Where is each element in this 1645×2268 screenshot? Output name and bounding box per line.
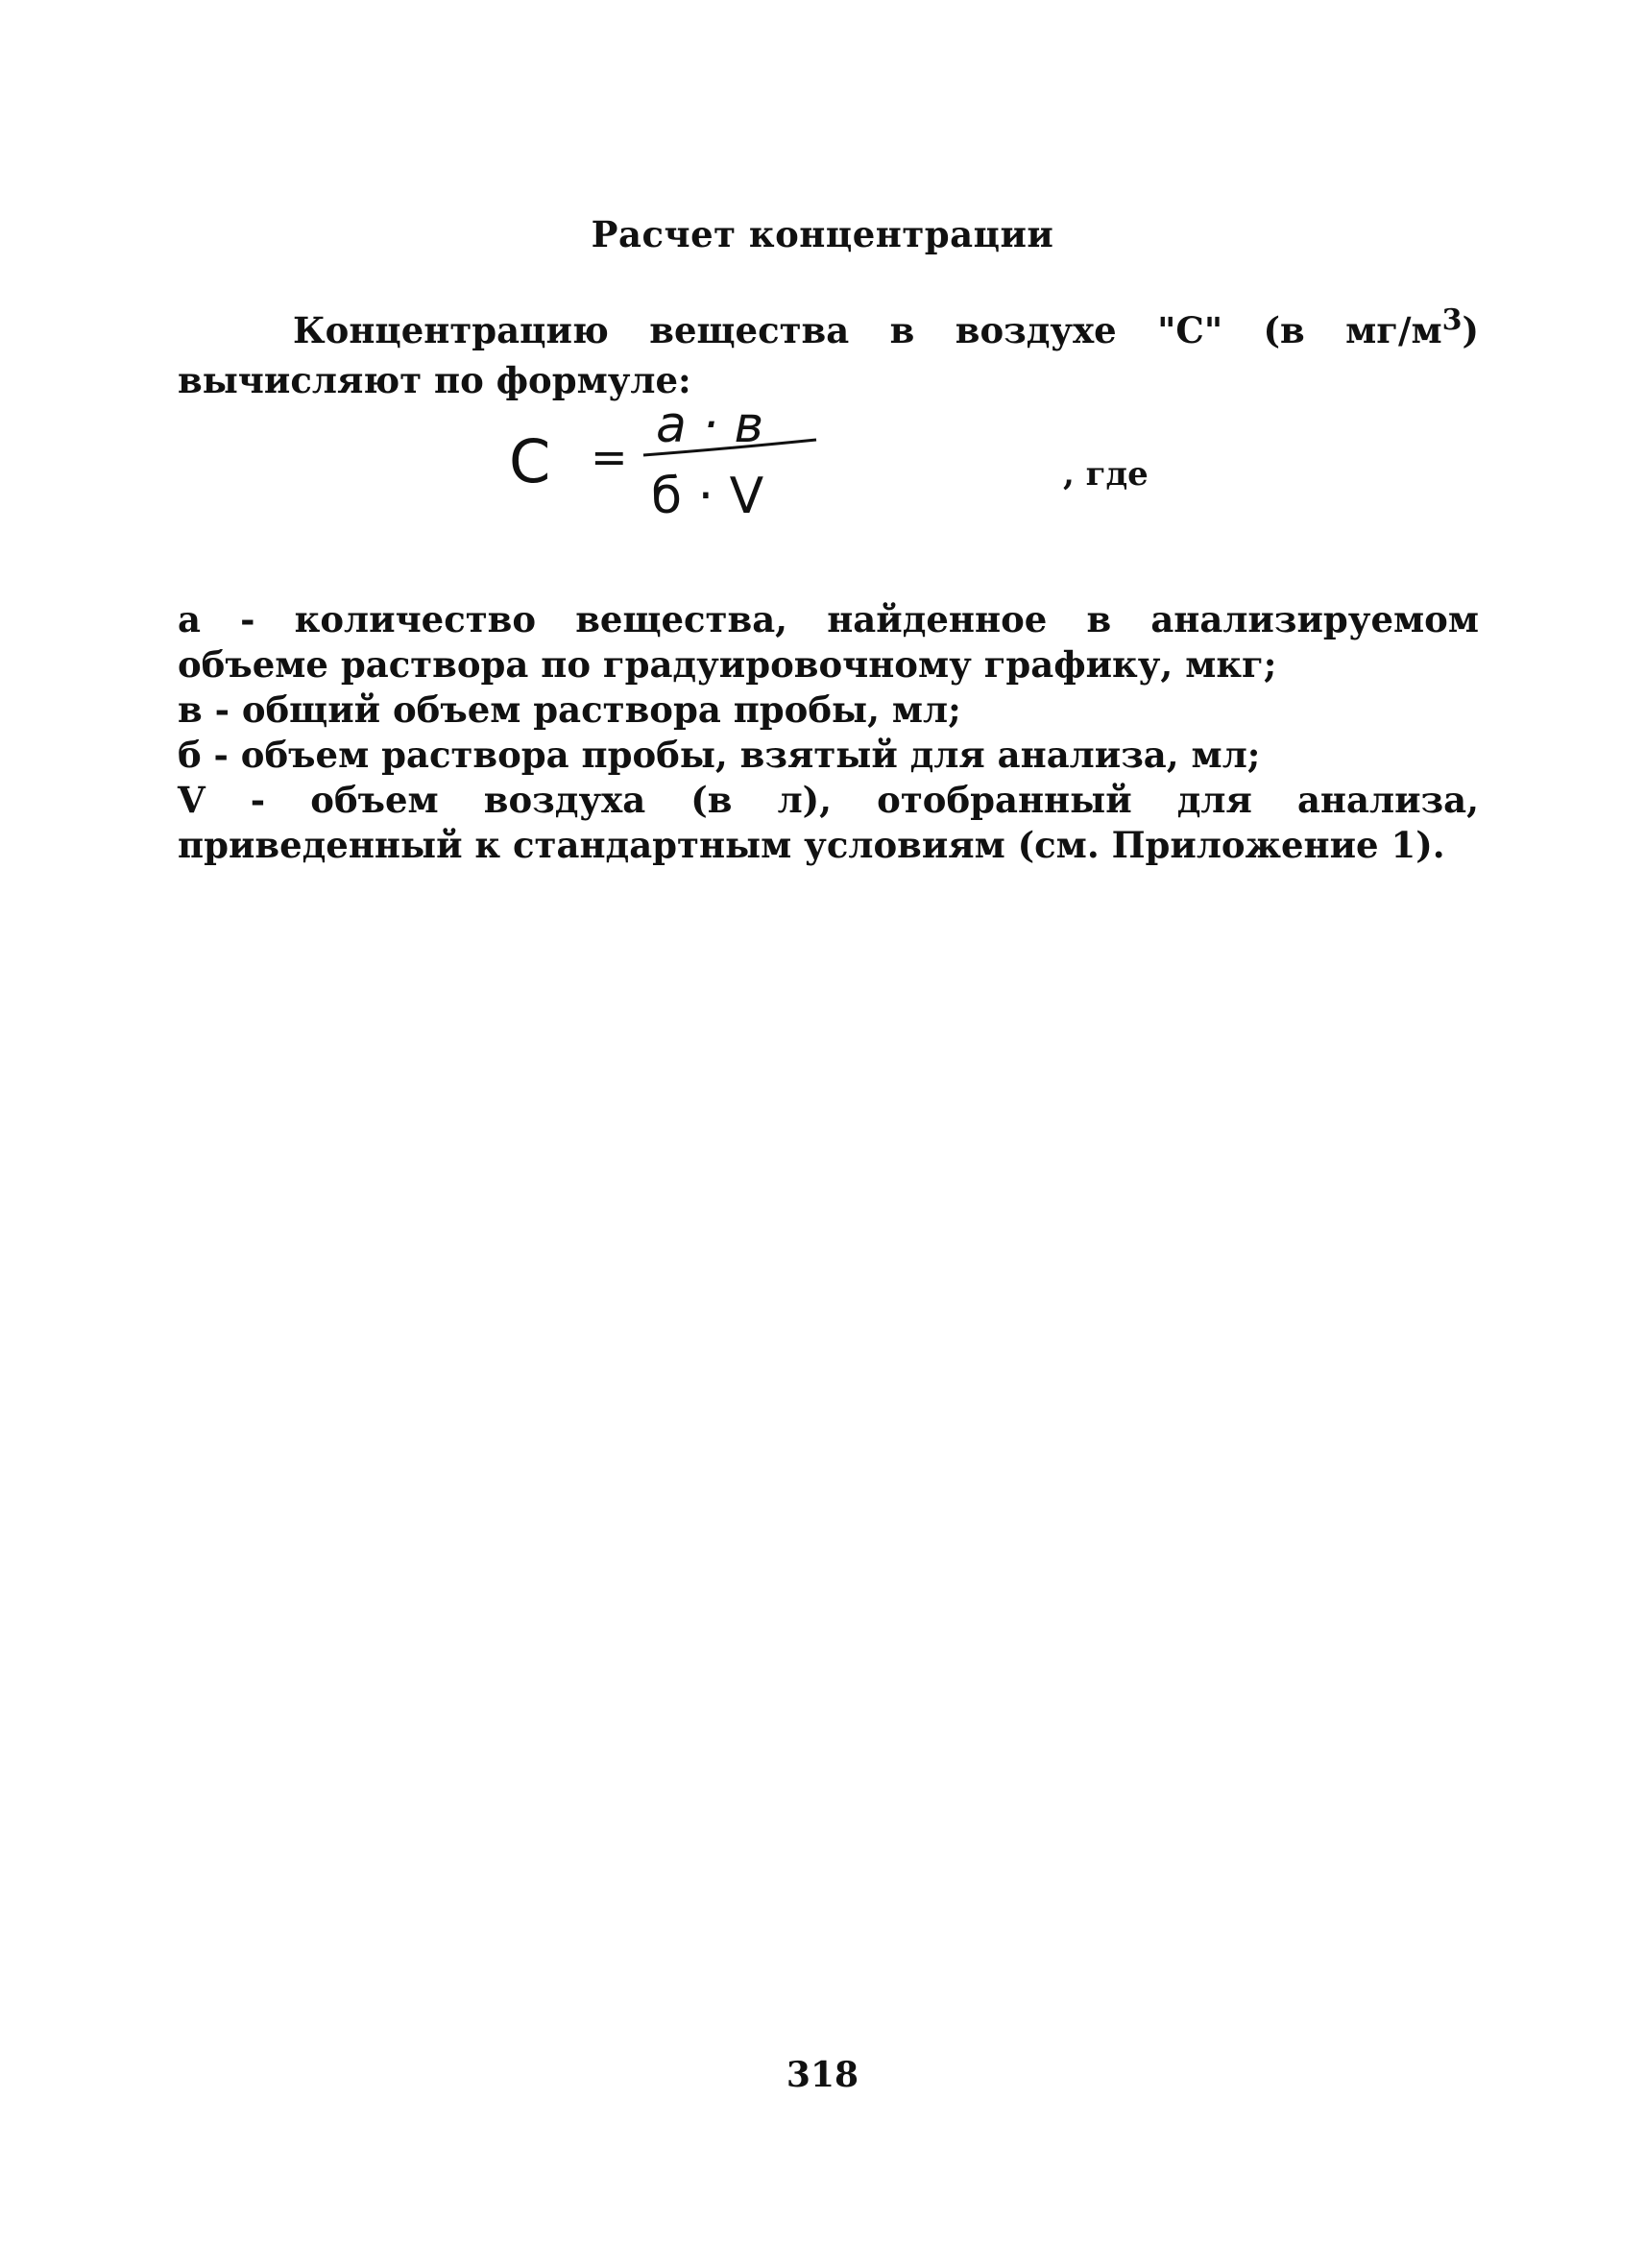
intro-text-after: ) вычисляют по формуле:: [178, 309, 1479, 401]
formula-suffix: , где: [1063, 455, 1149, 494]
intro-paragraph: [178, 305, 1479, 405]
concentration-formula: [509, 394, 835, 528]
formula-drawing: [509, 394, 835, 528]
intro-text-before: Концентрацию вещества в воздухе "С" (в мг/м: [293, 309, 1442, 351]
formula-lhs: С: [509, 426, 551, 496]
definition-volume: V - объем воздуха (в л), отобранный для анализа, приведенный к стандартным условиям (см. Приложение 1).: [178, 779, 1479, 866]
definitions-list: [178, 597, 1479, 868]
definition-a: а - количество вещества, найденное в анализируемом объеме раствора по градуировочному графику, мкг;: [178, 598, 1479, 686]
definition-v: в - общий объем раствора пробы, мл;: [178, 688, 961, 731]
formula-denominator: б · V: [651, 468, 764, 525]
formula-numerator: а · в: [656, 397, 764, 454]
intro-superscript: 3: [1441, 303, 1463, 337]
page-number: 318: [786, 2055, 859, 2095]
formula-equals: =: [591, 431, 628, 483]
section-title: Расчет концентрации: [591, 213, 1054, 255]
definition-b: б - объем раствора пробы, взятый для анализа, мл;: [178, 734, 1261, 776]
